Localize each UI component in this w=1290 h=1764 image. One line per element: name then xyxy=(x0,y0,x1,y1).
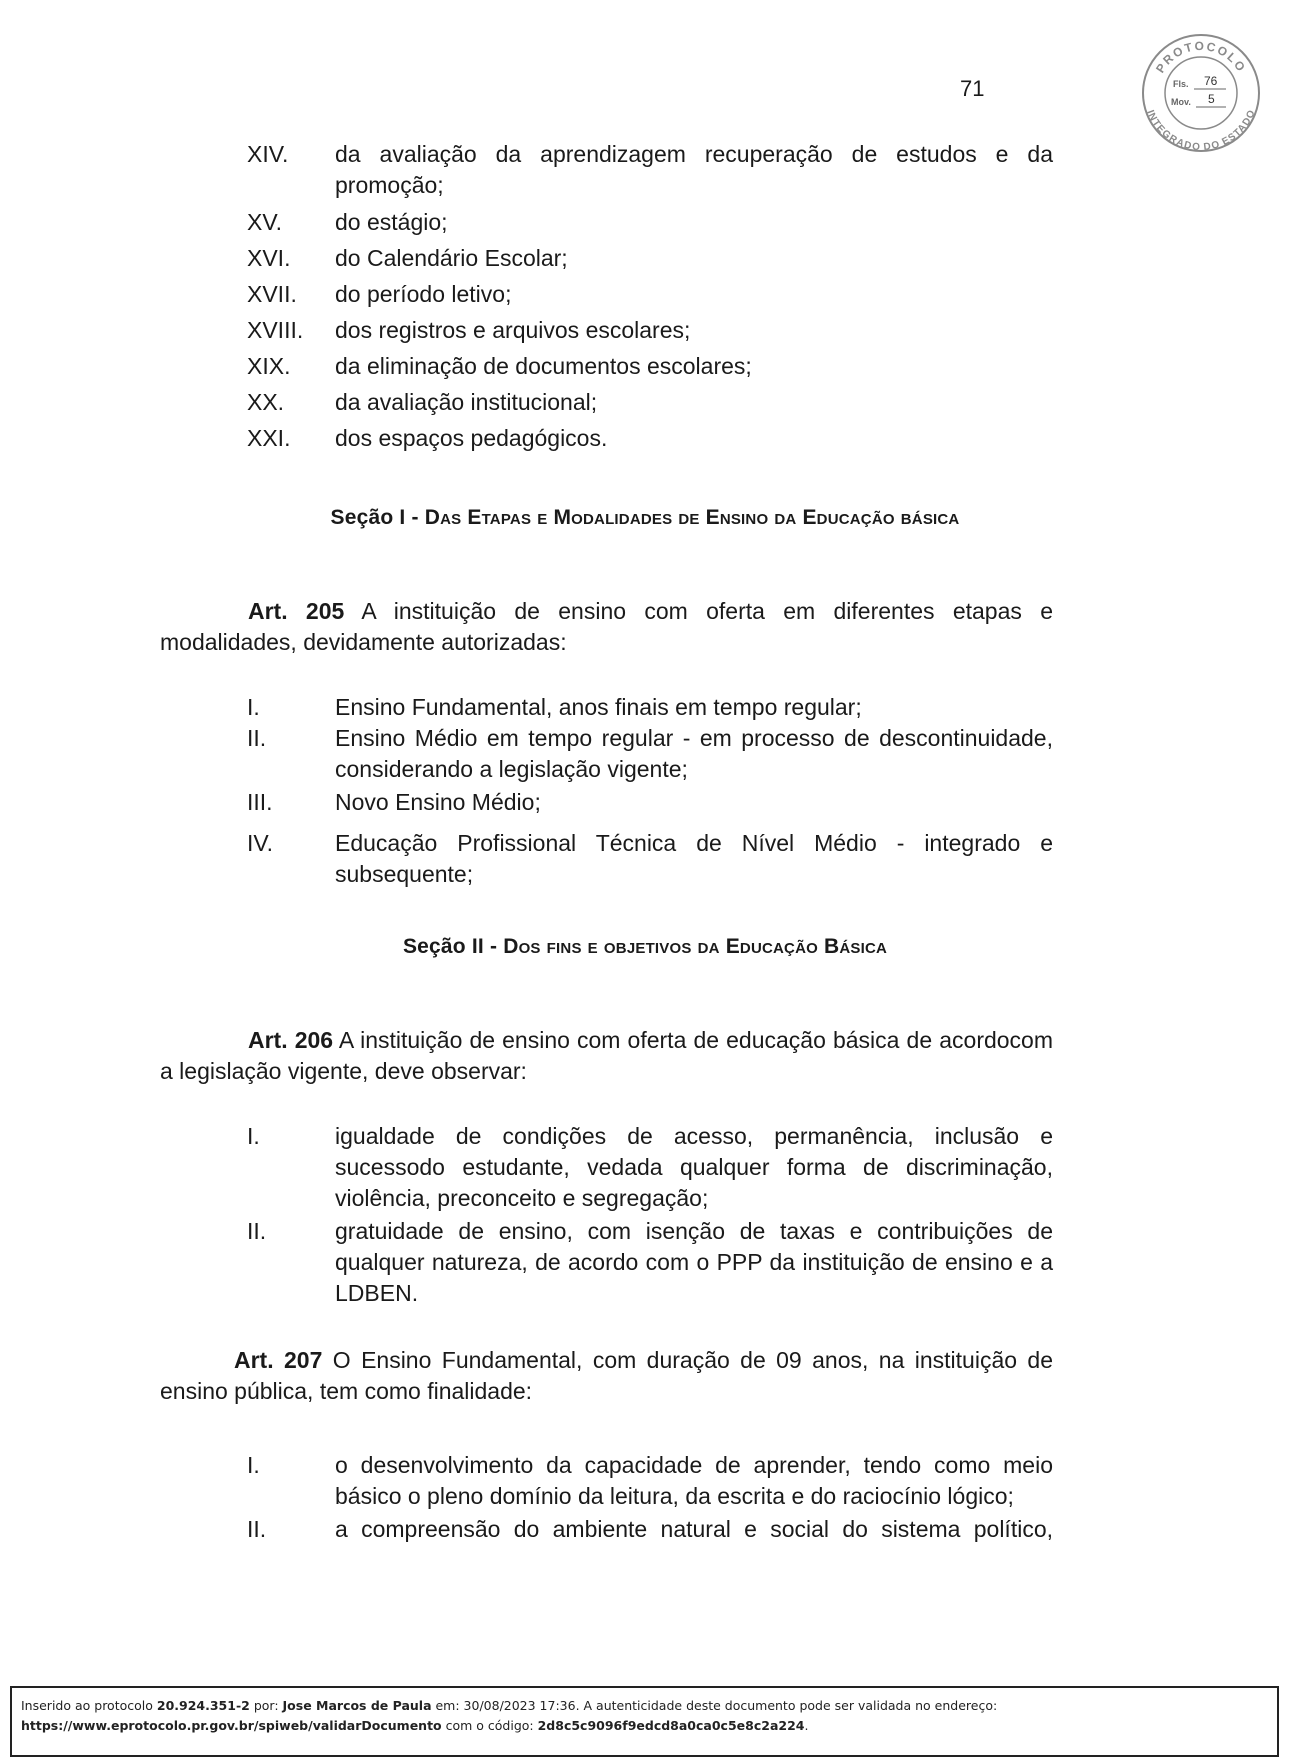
footer-text: em: 30/08/2023 17:36. A autenticidade deste documento pode ser validada no endereço: xyxy=(431,1698,998,1713)
list-207 xyxy=(0,1450,1290,1545)
list-item-text: o desenvolvimento da capacidade de aprender, tendo como meio básico o pleno domínio da leitura, da escrita e do raciocínio lógico; xyxy=(335,1452,1053,1509)
footer-validation-link[interactable]: https://www.eprotocolo.pr.gov.br/spiweb/validarDocumento xyxy=(21,1718,442,1733)
list-item xyxy=(0,1121,1290,1214)
list-item xyxy=(0,692,1290,723)
article-text: A instituição de ensino com oferta de educação básica de acordocom a legislação vigente, deve observar: xyxy=(160,1027,1054,1084)
article-number: Art. 205 xyxy=(248,598,345,624)
footer-text: com o código: xyxy=(441,1718,538,1733)
list-item-number: IV. xyxy=(247,830,274,856)
list-item xyxy=(0,828,1290,890)
footer-code: 2d8c5c9096f9edcd8a0ca0c5e8c2a224 xyxy=(537,1718,805,1733)
article-207 xyxy=(160,1345,1053,1407)
footer-protocol: 20.924.351-2 xyxy=(156,1698,250,1713)
list-item-number: XVIII. xyxy=(247,317,304,343)
article-205 xyxy=(160,596,1053,658)
list-item-number: XVII. xyxy=(247,281,297,307)
list-item-text: Novo Ensino Médio; xyxy=(335,789,541,815)
list-item-number: XIV. xyxy=(247,141,289,167)
list-item-number: I. xyxy=(247,1123,260,1149)
section-title: Dos fins e objetivos da Educação Básica xyxy=(503,935,888,958)
section-heading xyxy=(0,935,1290,959)
list-item xyxy=(0,423,1290,454)
section-title: Das Etapas e Modalidades de Ensino da Educação básica xyxy=(424,506,960,529)
list-item-text: da avaliação institucional; xyxy=(335,389,598,415)
list-205 xyxy=(0,692,1290,890)
list-item-number: III. xyxy=(247,789,273,815)
list-item xyxy=(0,1450,1290,1512)
list-item-text: do período letivo; xyxy=(335,281,512,307)
list-item-text: dos registros e arquivos escolares; xyxy=(335,317,691,343)
list-item-text: do Calendário Escolar; xyxy=(335,245,568,271)
list-item xyxy=(0,1216,1290,1309)
list-item-number: I. xyxy=(247,1452,260,1478)
list-item-text: dos espaços pedagógicos. xyxy=(335,425,608,451)
list-item xyxy=(0,1514,1290,1545)
list-item-number: XXI. xyxy=(247,425,291,451)
section-prefix: Seção I - xyxy=(330,506,425,529)
list-item-text: da avaliação da aprendizagem recuperação de estudos e da promoção; xyxy=(335,141,1053,198)
protocol-stamp xyxy=(1140,32,1262,154)
stamp-top-text: PROTOCOLO xyxy=(1153,38,1249,76)
footer-author: Jose Marcos de Paula xyxy=(282,1698,432,1713)
list-item xyxy=(0,787,1290,818)
list-item-text: Ensino Médio em tempo regular - em processo de descontinuidade, considerando a legislação vigente; xyxy=(335,725,1053,782)
list-item-text: a compreensão do ambiente natural e social do sistema político, xyxy=(335,1516,1053,1542)
list-item xyxy=(0,139,1290,201)
list-item xyxy=(0,387,1290,418)
list-item-text: da eliminação de documentos escolares; xyxy=(335,353,752,379)
article-number: Art. 206 xyxy=(248,1027,334,1053)
list-top xyxy=(0,139,1290,454)
stamp-fls-value: 76 xyxy=(1204,74,1218,88)
list-item-number: I. xyxy=(247,694,260,720)
list-item-number: II. xyxy=(247,1516,267,1542)
list-item-number: XV. xyxy=(247,209,282,235)
article-text: O Ensino Fundamental, com duração de 09 anos, na instituição de ensino pública, tem como finalidade: xyxy=(160,1347,1054,1404)
footer-text: . xyxy=(804,1718,809,1733)
list-item xyxy=(0,315,1290,346)
stamp-mov-value: 5 xyxy=(1208,92,1215,106)
footer-text: por: xyxy=(249,1698,283,1713)
list-item-text: gratuidade de ensino, com isenção de taxas e contribuições de qualquer natureza, de acordo com o PPP da instituição de ensino e a LDBEN. xyxy=(335,1218,1053,1306)
list-item-text: Educação Profissional Técnica de Nível Médio - integrado e subsequente; xyxy=(335,830,1053,887)
section-prefix: Seção II - xyxy=(402,935,504,958)
list-item xyxy=(0,243,1290,274)
stamp-fls-label: Fls. xyxy=(1173,79,1189,89)
page-number: 71 xyxy=(960,76,985,101)
list-item-text: igualdade de condições de acesso, permanência, inclusão e sucessodo estudante, vedada qualquer forma de discriminação, violência, preconceito e segregação; xyxy=(335,1123,1053,1211)
list-item-number: II. xyxy=(247,1218,267,1244)
list-item-number: XIX. xyxy=(247,353,291,379)
article-text: A instituição de ensino com oferta em diferentes etapas e modalidades, devidamente autorizadas: xyxy=(160,598,1053,655)
list-item-text: do estágio; xyxy=(335,209,448,235)
list-item xyxy=(0,279,1290,310)
list-item xyxy=(0,351,1290,382)
section-heading xyxy=(0,506,1290,530)
list-item-text: Ensino Fundamental, anos finais em tempo regular; xyxy=(335,694,862,720)
list-item xyxy=(0,207,1290,238)
list-item-number: XX. xyxy=(247,389,285,415)
article-number: Art. 207 xyxy=(234,1347,323,1373)
stamp-mov-label: Mov. xyxy=(1171,97,1191,107)
list-206 xyxy=(0,1121,1290,1309)
stamp-bottom-text: INTEGRADO DO ESTADO xyxy=(1144,108,1258,154)
authenticity-footer xyxy=(10,1686,1279,1757)
list-item xyxy=(0,723,1290,785)
footer-text: Inserido ao protocolo xyxy=(21,1698,157,1713)
article-206 xyxy=(160,1025,1053,1087)
list-item-number: II. xyxy=(247,725,267,751)
list-item-number: XVI. xyxy=(247,245,291,271)
